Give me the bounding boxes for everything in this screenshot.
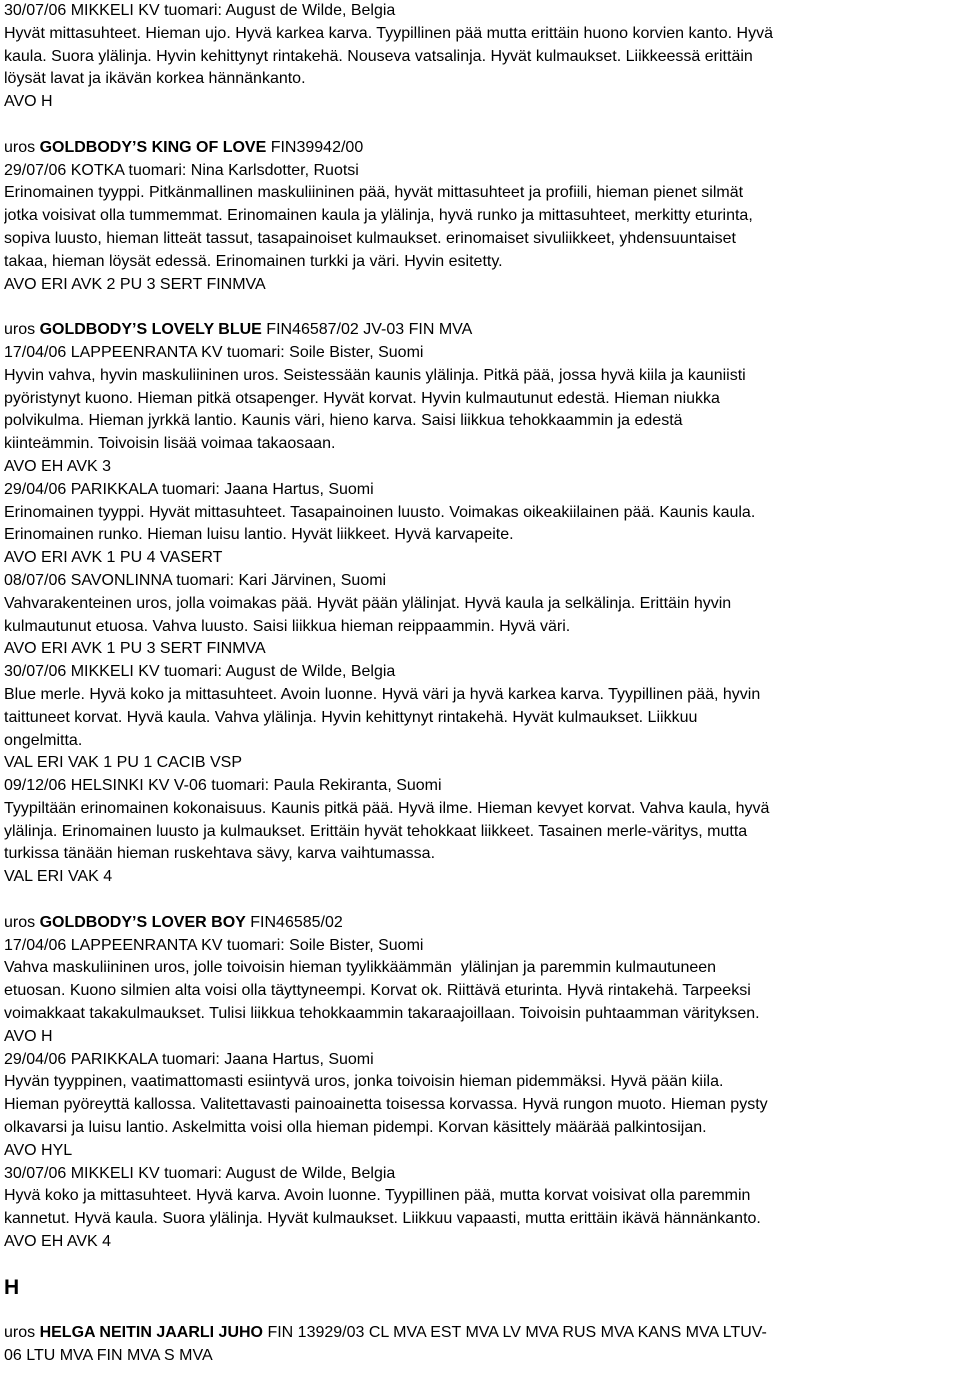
text-line: AVO ERI AVK 2 PU 3 SERT FINMVA	[4, 275, 266, 293]
text-line: kaula. Suora ylälinja. Hyvin kehittynyt rintakehä. Nouseva vatsalinja. Hyvät kulmaukset. Liikkeessä erittäin	[4, 47, 753, 65]
text-line: 09/12/06 HELSINKI KV V-06 tuomari: Paula Rekiranta, Suomi	[4, 777, 442, 795]
dog-sex: uros	[4, 321, 40, 339]
text-line: taittuneet korvat. Hyvä kaula. Vahva ylälinja. Hyvin kehittynyt rintakehä. Hyvät kulmaukset. Liikkuu	[4, 708, 698, 726]
text-line: Tyypiltään erinomainen kokonaisuus. Kaunis pitkä pää. Hyvä ilme. Hieman kevyet korvat. Vahva kaula, hyvä	[4, 799, 770, 817]
text-line: polvikulma. Hieman jyrkkä lantio. Kaunis väri, hieno karva. Saisi liikkua tehokkaammin ja edestä	[4, 412, 683, 430]
text-line: Vahvarakenteinen uros, jolla voimakas pää. Hyvät pään ylälinjat. Hyvä kaula ja selkälinja. Erittäin hyvin	[4, 594, 732, 612]
text-line: Erinomainen runko. Hieman luisu lantio. Hyvät liikkeet. Hyvä karvapeite.	[4, 526, 514, 544]
text-line: takaa, hieman löysät edessä. Erinomainen turkki ja väri. Hyvin esitetty.	[4, 252, 503, 270]
text-line: Hyvät mittasuhteet. Hieman ujo. Hyvä karkea karva. Tyypillinen pää mutta erittäin huono korvien kanto. Hyvä	[4, 24, 773, 42]
text-line: AVO H	[4, 93, 53, 111]
text-line: turkissa tänään hieman ruskehtava sävy, karva vaihtumassa.	[4, 845, 436, 863]
text-line: etuosan. Kuono silmien alta voisi olla täyttyneempi. Korvat ok. Riittävä eturinta. Hyvä rintakehä. Tarpeeksi	[4, 982, 751, 1000]
text-line: VAL ERI VAK 4	[4, 868, 113, 886]
text-line: 29/07/06 KOTKA tuomari: Nina Karlsdotter, Ruotsi	[4, 161, 359, 179]
text-line: VAL ERI VAK 1 PU 1 CACIB VSP	[4, 754, 243, 772]
text-line: 29/04/06 PARIKKALA tuomari: Jaana Hartus, Suomi	[4, 480, 374, 498]
dog-registration: FIN 13929/03 CL MVA EST MVA LV MVA RUS MVA KANS MVA LTUV-	[263, 1324, 767, 1342]
text-line: olkavarsi ja luisu lantio. Askelmitta voisi olla hieman pidempi. Korvan käsittely määrää palkintosijan.	[4, 1119, 707, 1137]
dog-registration: FIN46587/02 JV-03 FIN MVA	[261, 321, 473, 339]
dog-name: GOLDBODY’S LOVER BOY	[39, 913, 246, 931]
text-line: AVO EH AVK 3	[4, 457, 112, 475]
dog-sex: uros	[4, 1324, 40, 1342]
text-line: 06 LTU MVA FIN MVA S MVA	[4, 1347, 213, 1365]
text-line: 30/07/06 MIKKELI KV tuomari: August de Wilde, Belgia	[4, 2, 396, 19]
text-line: löysät lavat ja ikävän korkea hännänkanto.	[4, 70, 306, 88]
text-line: Erinomainen tyyppi. Hyvät mittasuhteet. Tasapainoinen luusto. Voimakas oikeakiilainen pää. Kaunis kaula.	[4, 503, 756, 521]
text-line: voimakkaat takakulmaukset. Tulisi liikkua tehokkaammin takaraajoillaan. Toivoisin puhtaamman värityksen.	[4, 1005, 760, 1023]
dog-sex: uros	[4, 913, 40, 931]
text-line: jotka voisivat olla tummemmat. Erinomainen kaula ja ylälinja, hyvä runko ja mittasuhteet, merkitty eturinta,	[4, 207, 753, 225]
text-line: ylälinja. Erinomainen luusto ja kulmaukset. Erittäin hyvät tehokkaat liikkeet. Tasainen merle-väritys, mutta	[4, 822, 748, 840]
text-line: 30/07/06 MIKKELI KV tuomari: August de Wilde, Belgia	[4, 1164, 396, 1182]
text-line: AVO ERI AVK 1 PU 4 VASERT	[4, 549, 223, 567]
text-line: kannetut. Hyvä kaula. Suora ylälinja. Hyvät kulmaukset. Liikkuu vapaasti, mutta erittäin ikävä hännänkanto.	[4, 1210, 761, 1228]
text-line: AVO H	[4, 1027, 53, 1045]
text-line: Hieman pyöreyttä kallossa. Valitettavasti painoainetta toisessa korvassa. Hyvä rungon muoto. Hieman pysty	[4, 1096, 768, 1114]
text-line: kiinteämmin. Toivoisin lisää voimaa takaosaan.	[4, 435, 336, 453]
blank-line	[4, 1254, 956, 1277]
dog-entry-title	[4, 137, 956, 160]
dog-sex: uros	[4, 138, 40, 156]
text-line: Hyvä koko ja mittasuhteet. Hyvä karva. Avoin luonne. Tyypillinen pää, mutta korvat voisivat olla paremmin	[4, 1187, 751, 1205]
text-line: 17/04/06 LAPPEENRANTA KV tuomari: Soile Bister, Suomi	[4, 343, 424, 361]
text-line: 30/07/06 MIKKELI KV tuomari: August de Wilde, Belgia	[4, 663, 396, 681]
text-line: 17/04/06 LAPPEENRANTA KV tuomari: Soile Bister, Suomi	[4, 936, 424, 954]
text-line: AVO EH AVK 4	[4, 1233, 112, 1251]
dog-name: GOLDBODY’S LOVELY BLUE	[39, 321, 262, 339]
dog-entry-title	[4, 1322, 956, 1345]
text-line: Hyvin vahva, hyvin maskuliininen uros. Seistessään kaunis ylälinja. Pitkä pää, jossa hyvä kiila ja kauniisti	[4, 366, 746, 384]
dog-name: HELGA NEITIN JAARLI JUHO	[39, 1324, 263, 1342]
blank-line	[4, 296, 956, 319]
text-line: sopiva luusto, hieman litteät tassut, tasapainoiset kulmaukset. erinomaiset sivuliikkeet, yhdensuuntaiset	[4, 229, 736, 247]
dog-name: GOLDBODY’S KING OF LOVE	[39, 138, 267, 156]
dog-registration: FIN46585/02	[245, 913, 343, 931]
text-line: Vahva maskuliininen uros, jolle toivoisin hieman tyylikkäämmän ylälinjan ja paremmin kulmautuneen	[4, 959, 717, 977]
text-line: Hyvän tyyppinen, vaatimattomasti esiintyvä uros, jonka toivoisin hieman pidemmäksi. Hyvä pään kiila.	[4, 1073, 724, 1091]
text-line: AVO ERI AVK 1 PU 3 SERT FINMVA	[4, 640, 266, 658]
blank-line	[4, 889, 956, 912]
blank-line	[4, 1299, 956, 1322]
text-line: 29/04/06 PARIKKALA tuomari: Jaana Hartus, Suomi	[4, 1050, 374, 1068]
dog-entry-title	[4, 912, 956, 935]
text-line: kulmautunut etuosa. Vahva luusto. Saisi liikkua hieman reippaammin. Hyvä väri.	[4, 617, 571, 635]
section-letter-heading: H	[4, 1276, 20, 1299]
blank-line	[4, 114, 956, 137]
dog-registration: FIN39942/00	[266, 138, 364, 156]
text-line: 08/07/06 SAVONLINNA tuomari: Kari Järvinen, Suomi	[4, 571, 387, 589]
text-line: ongelmitta.	[4, 731, 83, 749]
text-line: Erinomainen tyyppi. Pitkänmallinen maskuliininen pää, hyvät mittasuhteet ja profiili, hieman pienet silmät	[4, 184, 744, 202]
text-line: AVO HYL	[4, 1141, 73, 1159]
text-line: pyöristynyt kuono. Hieman pitkä otsapenger. Hyvät korvat. Hyvin kulmautunut edestä. Hieman niukka	[4, 389, 720, 407]
text-line: Blue merle. Hyvä koko ja mittasuhteet. Avoin luonne. Hyvä väri ja hyvä karkea karva. Tyypillinen pää, hyvin	[4, 685, 761, 703]
dog-entry-title	[4, 319, 956, 342]
